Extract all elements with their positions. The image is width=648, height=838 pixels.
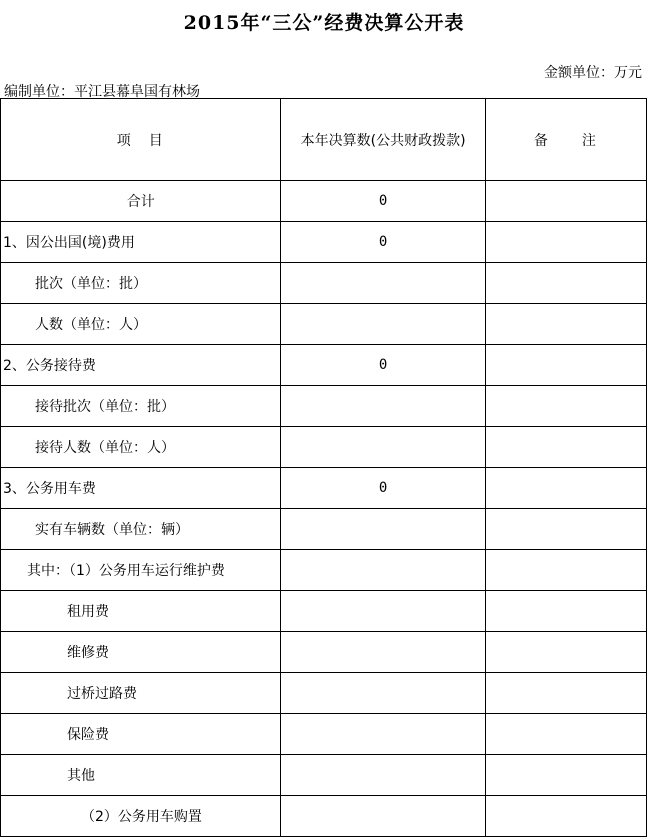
- reporting-unit-label: 编制单位：平江县幕阜国有林场: [4, 84, 200, 100]
- row-note: [485, 222, 646, 263]
- row-note: [485, 714, 646, 755]
- row-label: 维修费: [1, 632, 281, 673]
- row-note: [485, 755, 646, 796]
- table-row: [1, 591, 647, 632]
- row-value: [281, 714, 485, 755]
- row-note: [485, 181, 646, 222]
- expense-table: [0, 98, 647, 837]
- row-note: [485, 796, 646, 837]
- row-value: [281, 304, 485, 345]
- header-note: 备 注: [485, 99, 646, 181]
- row-label: 租用费: [1, 591, 281, 632]
- row-note: [485, 509, 646, 550]
- row-note: [485, 386, 646, 427]
- row-note: [485, 263, 646, 304]
- row-label: 保险费: [1, 714, 281, 755]
- row-label: 批次（单位：批）: [1, 263, 281, 304]
- row-value: [281, 550, 485, 591]
- row-value: 0: [281, 345, 485, 386]
- row-value: [281, 427, 485, 468]
- header-item: 项 目: [1, 99, 281, 181]
- row-label: （2）公务用车购置: [1, 796, 281, 837]
- table-row: [1, 386, 647, 427]
- row-label: 接待人数（单位：人）: [1, 427, 281, 468]
- row-note: [485, 304, 646, 345]
- row-note: [485, 591, 646, 632]
- row-note: [485, 632, 646, 673]
- row-label: 合计: [1, 181, 281, 222]
- row-label: 实有车辆数（单位：辆）: [1, 509, 281, 550]
- table-row: [1, 796, 647, 837]
- row-note: [485, 468, 646, 509]
- row-note: [485, 345, 646, 386]
- table-row: [1, 755, 647, 796]
- row-label: 过桥过路费: [1, 673, 281, 714]
- table-row: [1, 673, 647, 714]
- row-label: 人数（单位：人）: [1, 304, 281, 345]
- page-title: 2015年“三公”经费决算公开表: [183, 12, 465, 34]
- table-row: [1, 263, 647, 304]
- table-row: [1, 222, 647, 263]
- row-note: [485, 550, 646, 591]
- table-row: [1, 632, 647, 673]
- row-label: 2、公务接待费: [1, 345, 281, 386]
- row-value: [281, 591, 485, 632]
- table-row: [1, 304, 647, 345]
- row-label: 其中：（1）公务用车运行维护费: [1, 550, 281, 591]
- header-amount: 本年决算数(公共财政拨款): [281, 99, 485, 181]
- table-row: [1, 550, 647, 591]
- row-value: 0: [281, 181, 485, 222]
- table-row: [1, 468, 647, 509]
- row-label: 其他: [1, 755, 281, 796]
- table-header-row: [1, 99, 647, 181]
- row-label: 3、公务用车费: [1, 468, 281, 509]
- row-value: [281, 632, 485, 673]
- row-value: [281, 386, 485, 427]
- row-value: [281, 263, 485, 304]
- row-value: [281, 673, 485, 714]
- row-value: 0: [281, 468, 485, 509]
- row-value: [281, 755, 485, 796]
- row-label: 接待批次（单位：批）: [1, 386, 281, 427]
- table-row: [1, 509, 647, 550]
- table-row: [1, 345, 647, 386]
- row-value: [281, 509, 485, 550]
- row-note: [485, 673, 646, 714]
- amount-unit-label: 金额单位：万元: [544, 65, 642, 81]
- row-value: [281, 796, 485, 837]
- table-row: [1, 181, 647, 222]
- table-row: [1, 427, 647, 468]
- row-value: 0: [281, 222, 485, 263]
- row-label: 1、因公出国(境)费用: [1, 222, 281, 263]
- row-note: [485, 427, 646, 468]
- table-row: [1, 714, 647, 755]
